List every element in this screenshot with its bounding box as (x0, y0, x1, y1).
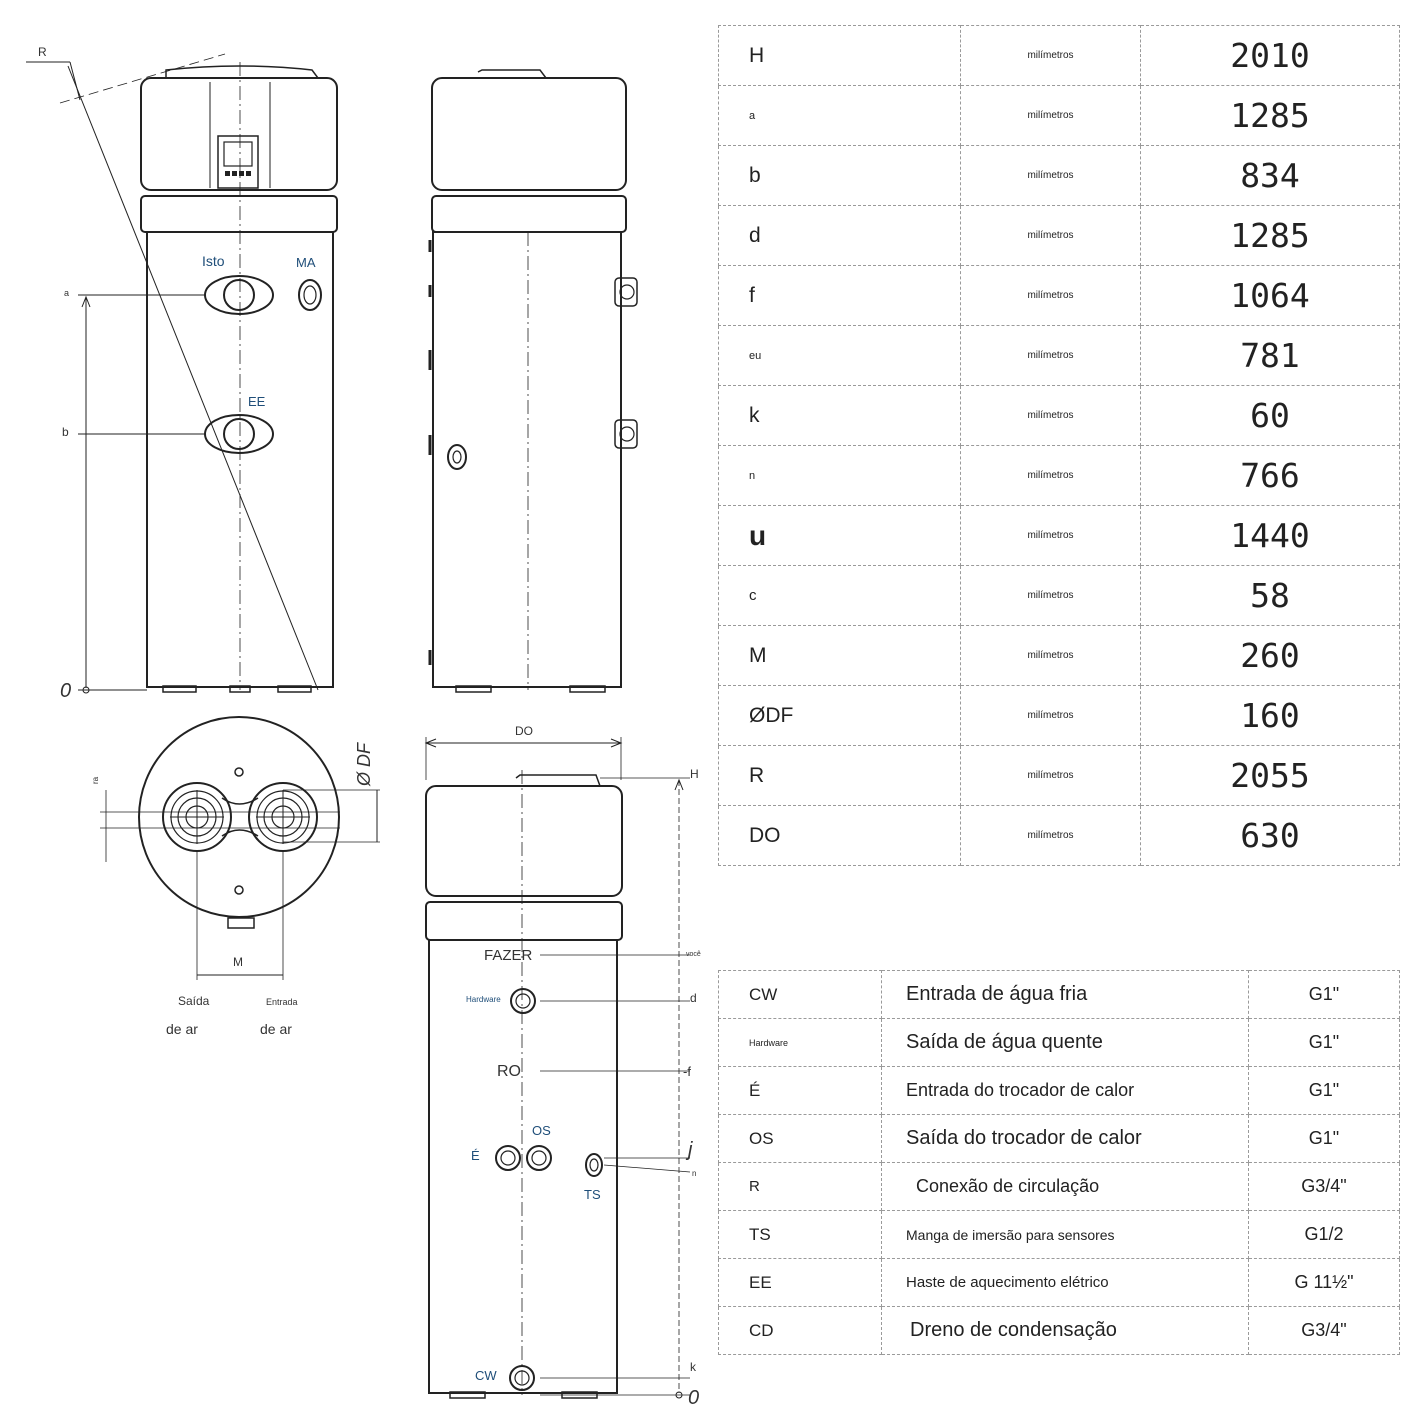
label-b: b (62, 425, 69, 439)
label-ra-small: ra (91, 776, 100, 784)
dim-unit: milímetros (961, 386, 1141, 446)
label-zero-left: 0 (60, 680, 72, 702)
table-row (719, 26, 1400, 86)
front-view (26, 54, 337, 693)
label-os: OS (532, 1123, 551, 1138)
dim-key: b (719, 146, 961, 206)
dim-key: c (719, 566, 961, 626)
table-row (719, 971, 1400, 1019)
dim-value: 834 (1141, 146, 1400, 206)
conn-size: G3/4" (1249, 1163, 1400, 1211)
label-ee: EE (248, 394, 266, 409)
label-a: a (64, 288, 70, 298)
conn-code: É (719, 1067, 882, 1115)
label-do: DO (515, 724, 533, 738)
dim-value: 781 (1141, 326, 1400, 386)
dim-value: 60 (1141, 386, 1400, 446)
label-de-ar-2: de ar (260, 1021, 292, 1037)
dim-unit: milímetros (961, 206, 1141, 266)
dim-unit: milímetros (961, 146, 1141, 206)
table-row (719, 566, 1400, 626)
dim-key: u (719, 506, 961, 566)
dim-unit: milímetros (961, 686, 1141, 746)
dim-value: 766 (1141, 446, 1400, 506)
dim-value: 1285 (1141, 206, 1400, 266)
dim-value: 58 (1141, 566, 1400, 626)
dim-key: eu (719, 326, 961, 386)
dim-value: 160 (1141, 686, 1400, 746)
table-row (719, 206, 1400, 266)
dim-value: 2055 (1141, 746, 1400, 806)
dim-value: 1285 (1141, 86, 1400, 146)
front-connections-view (426, 737, 690, 1398)
label-j: j (688, 1139, 693, 1161)
side-view (430, 70, 637, 692)
dim-key: n (719, 446, 961, 506)
label-voce: você (686, 951, 701, 958)
conn-size: G1" (1249, 1115, 1400, 1163)
table-row (719, 626, 1400, 686)
table-row (719, 806, 1400, 866)
conn-size: G3/4" (1249, 1307, 1400, 1355)
label-odf: Ø DF (354, 743, 374, 786)
dimensions-table (718, 25, 1400, 866)
table-row (719, 1211, 1400, 1259)
table-row (719, 1019, 1400, 1067)
dim-unit: milímetros (961, 506, 1141, 566)
dim-unit: milímetros (961, 266, 1141, 326)
conn-code: Hardware (719, 1019, 882, 1067)
label-r: R (38, 45, 47, 59)
label-isto: Isto (202, 253, 225, 269)
table-row (719, 266, 1400, 326)
conn-code: CD (719, 1307, 882, 1355)
dim-value: 1064 (1141, 266, 1400, 326)
label-ts: TS (584, 1187, 601, 1202)
conn-size: G1/2 (1249, 1211, 1400, 1259)
label-m: M (233, 955, 243, 969)
label-de-ar-1: de ar (166, 1021, 198, 1037)
conn-code: CW (719, 971, 882, 1019)
label-n: n (692, 1169, 697, 1178)
conn-code: OS (719, 1115, 882, 1163)
conn-size: G1" (1249, 1019, 1400, 1067)
dim-key: a (719, 86, 961, 146)
dim-unit: milímetros (961, 326, 1141, 386)
table-row (719, 746, 1400, 806)
conn-size: G 11½" (1249, 1259, 1400, 1307)
table-row (719, 1163, 1400, 1211)
table-row (719, 1115, 1400, 1163)
dim-unit: milímetros (961, 446, 1141, 506)
conn-size: G1" (1249, 971, 1400, 1019)
table-row (719, 686, 1400, 746)
dim-unit: milímetros (961, 626, 1141, 686)
table-row (719, 326, 1400, 386)
table-row (719, 446, 1400, 506)
table-row (719, 146, 1400, 206)
conn-description: Manga de imersão para sensores (882, 1211, 1249, 1259)
dim-value: 2010 (1141, 26, 1400, 86)
dim-value: 630 (1141, 806, 1400, 866)
table-row (719, 1259, 1400, 1307)
dim-unit: milímetros (961, 86, 1141, 146)
dim-unit: milímetros (961, 806, 1141, 866)
conn-description: Saída de água quente (882, 1019, 1249, 1067)
conn-description: Entrada do trocador de calor (882, 1067, 1249, 1115)
label-ro: RO (497, 1063, 521, 1080)
label-k: k (690, 1360, 696, 1374)
label-saida: Saída (178, 994, 210, 1008)
conn-code: TS (719, 1211, 882, 1259)
conn-description: Haste de aquecimento elétrico (882, 1259, 1249, 1307)
conn-code: R (719, 1163, 882, 1211)
conn-size: G1" (1249, 1067, 1400, 1115)
label-ma: MA (296, 255, 316, 270)
table-row (719, 1067, 1400, 1115)
label-entrada: Entrada (266, 997, 298, 1007)
label-h: H (690, 767, 699, 781)
conn-description: Dreno de condensação (882, 1307, 1249, 1355)
label-hardware: Hardware (466, 995, 501, 1004)
conn-description: Conexão de circulação (882, 1163, 1249, 1211)
top-view (100, 717, 380, 980)
table-row (719, 506, 1400, 566)
label-fazer: FAZER (484, 947, 533, 964)
conn-code: EE (719, 1259, 882, 1307)
dim-value: 260 (1141, 626, 1400, 686)
dim-key: R (719, 746, 961, 806)
dim-key: k (719, 386, 961, 446)
dim-key: DO (719, 806, 961, 866)
dim-unit: milímetros (961, 26, 1141, 86)
table-row (719, 86, 1400, 146)
conn-description: Saída do trocador de calor (882, 1115, 1249, 1163)
dim-unit: milímetros (961, 746, 1141, 806)
dim-key: d (719, 206, 961, 266)
dim-key: ØDF (719, 686, 961, 746)
dim-key: f (719, 266, 961, 326)
dim-value: 1440 (1141, 506, 1400, 566)
dim-key: M (719, 626, 961, 686)
dim-unit: milímetros (961, 566, 1141, 626)
conn-description: Entrada de água fria (882, 971, 1249, 1019)
label-cw: CW (475, 1368, 497, 1383)
label-f: -f (683, 1064, 691, 1079)
label-zero-right: 0 (688, 1387, 700, 1409)
connections-table (718, 970, 1400, 1355)
table-row (719, 386, 1400, 446)
label-d: d (690, 991, 697, 1005)
dim-key: H (719, 26, 961, 86)
label-e-acute: É (471, 1148, 480, 1163)
table-row (719, 1307, 1400, 1355)
